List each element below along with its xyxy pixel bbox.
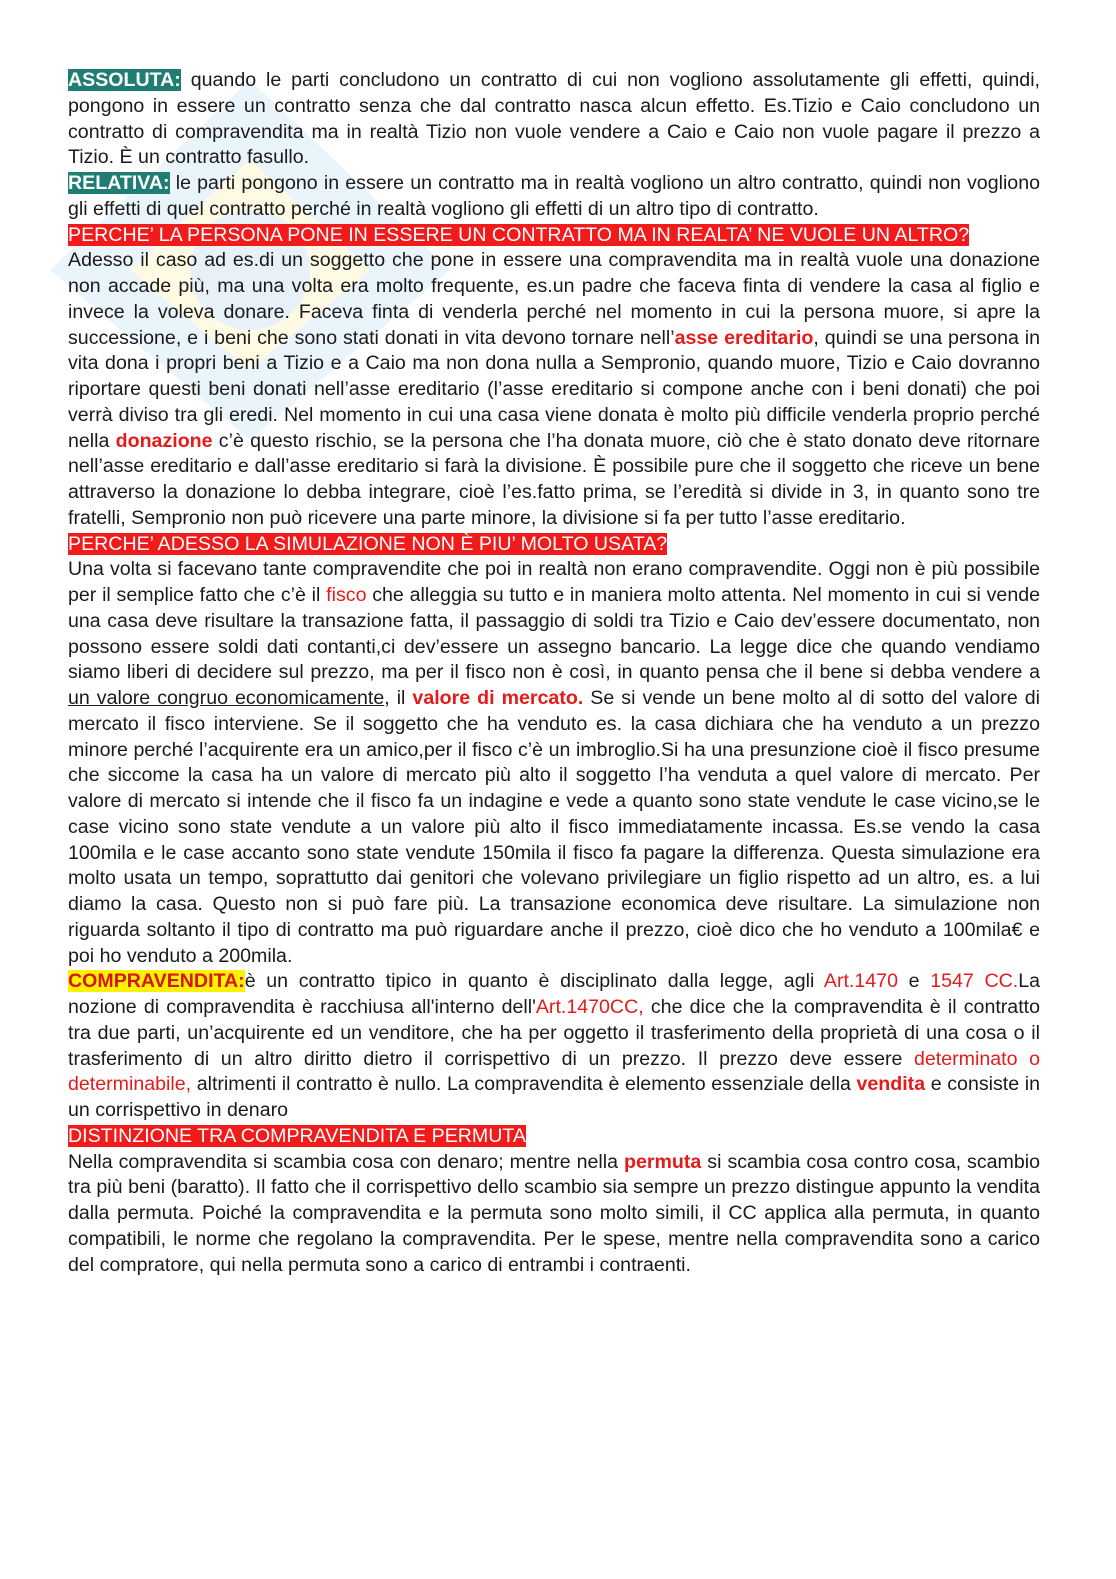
heading-simulazione <box>68 532 1040 558</box>
label-compravendita: COMPRAVENDITA: <box>68 970 245 993</box>
text-segment: Se si vende un bene molto al di sotto del valore di mercato il fisco interviene. Se il soggetto che ha venduto es. la casa dichiara che ha venduto a un prezzo minore perché l’acquirente era un amico,per il fisco c’è un imbroglio.Si ha una presunzione cioè il fisco presume che siccome la casa ha un valore di mercato più alto il soggetto l’ha venduta a quel valore di mercato. Per valore di mercato si intende che il fisco fa un indagine e vede a quanto sono state vendute le case vicino,se le case vicino sono state vendute a un valore più alto il fisco immediatamente incassa. Es.se vendo la casa 100mila e le case accanto sono state vendute 150mila il fisco fa pagare la differenza. Questa simulazione era molto usata un tempo, soprattutto dai genitori che volevano privilegiare un figlio rispetto ad un altro, es. a lui diamo la casa. Questo non si può fare più. La transazione economica deve risultare. La simulazione non riguarda soltanto il tipo di contratto ma può riguardare anche il prezzo, cioè dico che ho venduto a 100mila€ e poi ho venduto a 200mila. <box>68 687 1040 967</box>
text-segment: Una volta si facevano tante compravendite che poi in realtà non erano compravendite. Oggi non è più possibile per il semplice fatto che c’è il <box>68 558 1040 606</box>
text-relativa: le parti pongono in essere un contratto ma in realtà vogliono un altro contratto, quindi non vogliono gli effetti di quel contratto perché in realtà vogliono gli effetti di un altro tipo di contratto. <box>68 172 1040 220</box>
underlined-valore-congruo: un valore congruo economicamente <box>68 687 385 709</box>
text-segment: Adesso il caso ad es.di un soggetto che pone in essere una compravendita ma in realtà vuole una donazione non accade più, ma una volta era molto frequente, es.un padre che faceva finta di vendere la casa al figlio e invece la voleva donare. Faceva finta di venderla perché nel momento in cui la persona muore, si apre la successione, e i beni che sono stati donati in vita devono tornare nell’ <box>68 249 1040 349</box>
keyword-asse-ereditario: asse ereditario <box>674 326 814 349</box>
text-segment: è un contratto tipico in quanto è disciplinato dalla legge, agli <box>244 970 824 993</box>
text-segment: che alleggia su tutto e in maniera molto attenta. Nel momento in cui si vende una casa deve risultare la transazione fatta, il passaggio di soldi tra Tizio e Caio dev’essere documentato, non possono essere soldi dati contanti,ci dev’essere un assegno bancario. La legge dice che quando vendiamo siamo liberi di decidere sul prezzo, ma per il fisco non è così, in quanto pensa che il bene si debba vendere a <box>68 584 1041 684</box>
paragraph-fisco <box>68 557 1040 969</box>
text-assoluta: quando le parti concludono un contratto di cui non vogliono assolutamente gli effetti, quindi, pongono in essere un contratto senza che dal contratto nasca alcun effetto. Es.Tizio e Caio concludono un contratto di compravendita ma in realtà Tizio non vuole vendere a Caio e Caio non vuole pagare il prezzo a Tizio. È un contratto fasullo. <box>68 69 1040 169</box>
text-segment: che dice che la compravendita è il contratto tra due parti, un’acquirente ed un venditore, che ha per oggetto il trasferimento della proprietà di una cosa o il trasferimento di un altro diritto dietro il corrispettivo di un prezzo. Il prezzo deve essere <box>68 996 1040 1070</box>
ref-1547-cc: 1547 CC. <box>930 970 1019 993</box>
label-assoluta: ASSOLUTA: <box>68 69 181 91</box>
heading-distinzione <box>68 1124 1040 1150</box>
ref-art-1470: Art.1470 <box>823 970 898 993</box>
keyword-donazione: donazione <box>115 429 213 452</box>
paragraph-assoluta <box>68 68 1040 171</box>
paragraph-permuta <box>68 1150 1040 1279</box>
ref-art-1470cc: Art.1470CC, <box>535 996 644 1018</box>
document-page <box>68 68 1040 1278</box>
text-segment: e consiste in un corrispettivo in denaro <box>68 1073 1040 1121</box>
text-segment: , il <box>384 687 413 709</box>
heading-text-2: PERCHE’ ADESSO LA SIMULAZIONE NON È PIU’ MOLTO USATA? <box>68 532 668 555</box>
text-segment: si scambia cosa contro cosa, scambio tra più beni (baratto). Il fatto che il corrispettivo dello scambio sia sempre un prezzo distingue appunto la vendita dalla permuta. Poiché la compravendita e la permuta sono molto simili, il CC applica alla permuta, in quanto compatibili, le norme che regolano la compravendita. Per le spese, mentre nella compravendita sono a carico del compratore, qui nella permuta sono a carico di entrambi i contraenti. <box>68 1150 1040 1276</box>
heading-text-3: DISTINZIONE TRA COMPRAVENDITA E PERMUTA <box>68 1124 526 1147</box>
text-segment: La nozione di compravendita è racchiusa all'interno dell' <box>68 970 1040 1018</box>
text-segment: Nella compravendita si scambia cosa con denaro; mentre nella <box>68 1150 624 1173</box>
paragraph-caso-donazione <box>68 248 1040 531</box>
text-segment: , quindi se una persona in vita dona i propri beni a Tizio e a Caio ma non dona nulla a Sempronio, quando muore, Tizio e Caio dovranno riportare questi beni donati nell’asse ereditario (l’asse ereditario si compone anche con i beni donati) che poi verrà diviso tra gli eredi. Nel momento in cui una casa viene donata è molto più difficile venderla proprio perché nella <box>68 326 1041 452</box>
keyword-vendita: vendita <box>856 1073 926 1096</box>
paragraph-compravendita <box>68 969 1040 1124</box>
keyword-fisco: fisco <box>326 584 367 606</box>
keyword-determinato: determinato o determinabile, <box>68 1047 1040 1096</box>
paragraph-relativa <box>68 171 1040 223</box>
text-segment: altrimenti il contratto è nullo. La compravendita è elemento essenziale della <box>191 1073 857 1096</box>
label-relativa: RELATIVA: <box>68 172 170 194</box>
heading-text-1: PERCHE’ LA PERSONA PONE IN ESSERE UN CONTRATTO MA IN REALTA’ NE VUOLE UN ALTRO? <box>68 223 970 246</box>
text-segment: c’è questo rischio, se la persona che l’ha donata muore, ciò che è stato donato deve ritornare nell’asse ereditario e dall’asse ereditario si farà la divisione. È possibile pure che il soggetto che riceve un bene attraverso la donazione lo debba integrare, cioè l’es.fatto prima, se l’eredità si divide in 3, in quanto sono tre fratelli, Sempronio non può ricevere una parte minore, la divisione si fa per tutto l’asse ereditario. <box>68 429 1040 529</box>
text-segment: e <box>897 970 931 993</box>
keyword-valore-mercato: valore di mercato. <box>412 687 584 709</box>
keyword-permuta: permuta <box>624 1150 702 1173</box>
heading-perche-persona <box>68 223 1040 249</box>
